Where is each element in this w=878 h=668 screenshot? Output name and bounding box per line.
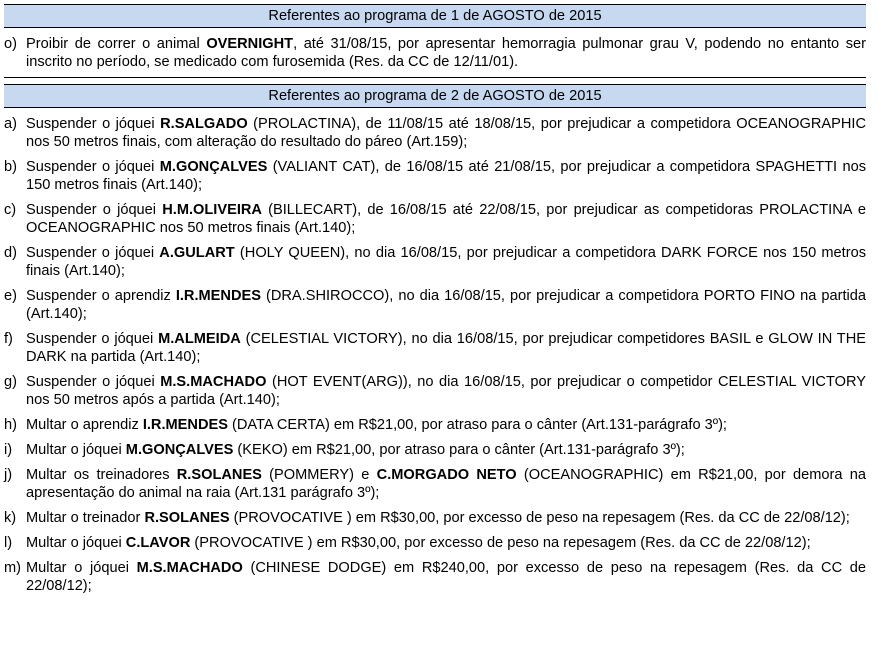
item-label: m) bbox=[4, 560, 22, 576]
person-name: R.SALGADO bbox=[160, 116, 248, 132]
item-label: j) bbox=[4, 467, 13, 483]
item-label: a) bbox=[4, 116, 17, 132]
list-item: j) Multar os treinadores R.SOLANES (POMMERY) e C.MORGADO NETO (OCEANOGRAPHIC) em R$21,00, por demora na apresentação do animal na raia (Art.131 parágrafo 3º); bbox=[4, 467, 866, 501]
list-item: k) Multar o treinador R.SOLANES (PROVOCATIVE ) em R$30,00, por excesso de peso na repesagem (Res. da CC de 22/08/12); bbox=[4, 510, 850, 526]
list-item: a) Suspender o jóquei R.SALGADO (PROLACTINA), de 11/08/15 até 18/08/15, por prejudicar a competidora OCEANOGRAPHIC nos 50 metros finais, com alteração do resultado do páreo (Art.159); bbox=[4, 116, 866, 150]
item-label: k) bbox=[4, 510, 17, 526]
person-name: I.R.MENDES bbox=[142, 417, 228, 433]
list-item: e) Suspender o aprendiz I.R.MENDES (DRA.SHIROCCO), no dia 16/08/15, por prejudicar a competidora PORTO FINO na partida (Art.140); bbox=[4, 288, 866, 322]
list-item: o) Proibir de correr o animal OVERNIGHT, até 31/08/15, por apresentar hemorragia pulmonar grau V, podendo no entanto ser inscrito no período, se medicado com furosemida (Res. da CC de 12/11/01). bbox=[4, 35, 866, 78]
person-name: M.ALMEIDA bbox=[158, 331, 241, 347]
item-label: b) bbox=[4, 159, 17, 175]
section-header-2-agosto: Referentes ao programa de 2 de AGOSTO de 2015 bbox=[4, 84, 866, 108]
person-name: I.R.MENDES bbox=[175, 288, 261, 304]
item-label: d) bbox=[4, 245, 17, 261]
item-label: l) bbox=[4, 535, 13, 551]
person-name: M.GONÇALVES bbox=[125, 442, 234, 458]
person-name: A.GULART bbox=[159, 245, 235, 261]
item-label: f) bbox=[4, 331, 13, 347]
list-item: m) Multar o jóquei M.S.MACHADO (CHINESE DODGE) em R$240,00, por excesso de peso na repesagem (Res. da CC de 22/08/12); bbox=[4, 560, 867, 594]
person-name: R.SOLANES bbox=[144, 510, 230, 526]
horse-name: OVERNIGHT bbox=[206, 36, 294, 52]
list-item: l) Multar o jóquei C.LAVOR (PROVOCATIVE ) em R$30,00, por excesso de peso na repesagem (Res. da CC de 22/08/12); bbox=[4, 535, 811, 551]
item-label: e) bbox=[4, 288, 17, 304]
section-header-1-agosto: Referentes ao programa de 1 de AGOSTO de 2015 bbox=[4, 4, 866, 28]
list-item: i) Multar o jóquei M.GONÇALVES (KEKO) em R$21,00, por atraso para o cânter (Art.131-parágrafo 3º); bbox=[4, 442, 685, 458]
list-item: b) Suspender o jóquei M.GONÇALVES (VALIANT CAT), de 16/08/15 até 21/08/15, por prejudicar a competidora SPAGHETTI nos 150 metros finais (Art.140); bbox=[4, 159, 866, 193]
list-item: g) Suspender o jóquei M.S.MACHADO (HOT EVENT(ARG)), no dia 16/08/15, por prejudicar o competidor CELESTIAL VICTORY nos 50 metros após a partida (Art.140); bbox=[4, 374, 866, 408]
item-label: c) bbox=[4, 202, 17, 218]
item-label: o) bbox=[4, 36, 17, 52]
person-name: M.GONÇALVES bbox=[159, 159, 268, 175]
person-name-2: C.MORGADO NETO bbox=[376, 467, 517, 483]
document bbox=[4, 4, 866, 595]
list-item: f) Suspender o jóquei M.ALMEIDA (CELESTIAL VICTORY), no dia 16/08/15, por prejudicar competidores BASIL e GLOW IN THE DARK na partida (Art.140); bbox=[4, 331, 866, 365]
list-item: h) Multar o aprendiz I.R.MENDES (DATA CERTA) em R$21,00, por atraso para o cânter (Art.131-parágrafo 3º); bbox=[4, 417, 727, 433]
person-name: R.SOLANES bbox=[176, 467, 262, 483]
item-label: g) bbox=[4, 374, 17, 390]
person-name: H.M.OLIVEIRA bbox=[162, 202, 262, 218]
person-name: M.S.MACHADO bbox=[136, 560, 243, 576]
person-name: C.LAVOR bbox=[125, 535, 191, 551]
list-item: c) Suspender o jóquei H.M.OLIVEIRA (BILLECART), de 16/08/15 até 22/08/15, por prejudicar as competidoras PROLACTINA e OCEANOGRAPHIC nos 50 metros finais (Art.140); bbox=[4, 202, 866, 236]
item-label: i) bbox=[4, 442, 13, 458]
list-item: d) Suspender o jóquei A.GULART (HOLY QUEEN), no dia 16/08/15, por prejudicar a competidora DARK FORCE nos 150 metros finais (Art.140); bbox=[4, 245, 866, 279]
person-name: M.S.MACHADO bbox=[160, 374, 267, 390]
item-label: h) bbox=[4, 417, 17, 433]
